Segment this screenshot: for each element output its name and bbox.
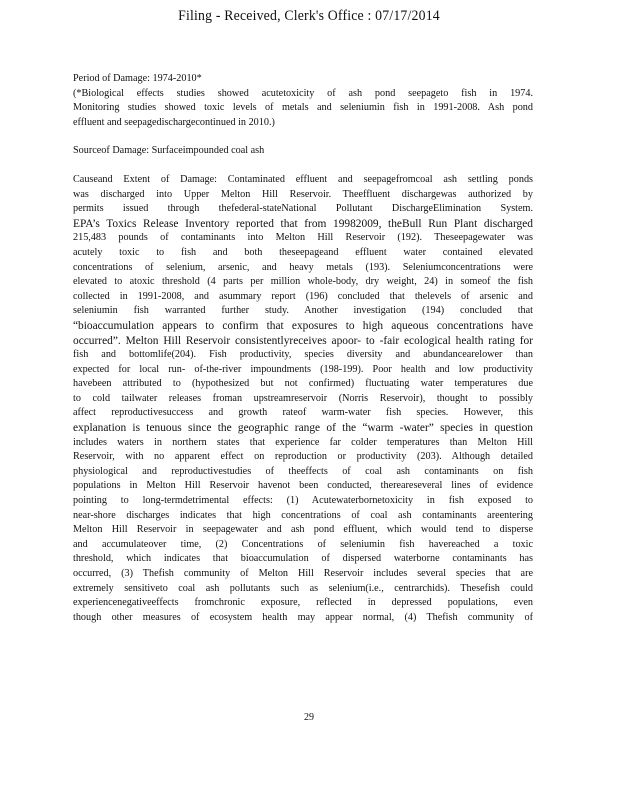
cause-line: 215,483 pounds of contaminants into Melton Hill Reservoir (192). Theseepagewater was — [73, 232, 533, 244]
cause-line: EPA’s Toxics Release Inventory reported that from 19982009, theBull Run Plant discharged — [73, 217, 533, 230]
cause-line: includes waters in northern states that experience far colder temperatures than Melton Hill — [73, 436, 533, 448]
cause-line: collected in 1991-2008, and asummary report (196) concluded that thelevels of arsenic and — [73, 290, 533, 302]
period-note-line: (*Biological effects studies showed acutetoxicity of ash pond seepageto fish in 1974. — [73, 87, 533, 99]
filing-header-text: Filing - Received, Clerk's Office : 07/17/2014 — [178, 8, 440, 24]
source-of-damage-section — [73, 144, 533, 159]
page-number — [0, 712, 618, 723]
source-of-damage-line: Sourceof Damage: Surfaceimpounded coal ash — [73, 145, 265, 157]
cause-line: concentrations of selenium, arsenic, and heavy metals (193). Seleniumconcentrations were — [73, 261, 533, 273]
cause-line: physiological and reproductivestudies of theeffects of coal ash contaminants on fish — [73, 465, 533, 477]
document-body — [73, 72, 533, 625]
cause-line: though other measures of ecosystem health may appear normal, (4) Thefish community of — [73, 611, 533, 623]
period-note-line: Monitoring studies showed toxic levels of metals and seleniumin fish in 1991-2008. Ash pond — [73, 102, 533, 114]
cause-line: seleniumin fish warranted further study. Another investigation (194) concluded that — [73, 305, 533, 317]
cause-line: extremely sensitiveto coal ash pollutants such as selenium(i.e., centrarchids). Thesefish could — [73, 582, 533, 594]
period-of-damage-section — [73, 72, 533, 130]
period-of-damage-line: Period of Damage: 1974-2010* — [73, 73, 202, 84]
cause-line: experiencenegativeeffects fromchronic exposure, reflected in depressed populations, even — [73, 597, 533, 609]
cause-line: fish and bottomlife(204). Fish productivity, species diversity and abundancearelower than — [73, 349, 533, 361]
cause-line: Melton Hill Reservoir in seepagewater and ash pond effluent, which would tend to disperse — [73, 524, 533, 536]
cause-line: was discharged into Upper Melton Hill Reservoir. Theeffluent dischargewas authorized by — [73, 188, 533, 200]
cause-line: populations in Melton Hill Reservoir havenot been conducted, thereareseveral lines of evidence — [73, 480, 533, 492]
cause-line: Causeand Extent of Damage: Contaminated effluent and seepagefromcoal ash settling ponds — [73, 173, 533, 185]
cause-line: acutely toxic to fish and both theseepageand effluent water contained elevated — [73, 246, 533, 258]
period-note-line: effluent and seepagedischargecontinued in 2010.) — [73, 116, 275, 128]
cause-line: occurred, (3) Thefish community of Melton Hill Reservoir includes several species that are — [73, 568, 533, 579]
cause-line: pointing to long-termdetrimental effects: (1) Acutewaterbornetoxicity in fish exposed to — [73, 495, 533, 507]
cause-line: expected for local run- of-the-river impoundments (198-199). Poor health and low productivity — [73, 363, 533, 375]
cause-and-extent-section — [73, 173, 533, 625]
cause-line: threshold, which indicates that bioaccumulation of dispersed waterborne contaminants has — [73, 553, 533, 565]
cause-line: permits issued through thefederal-stateNational Pollutant DischargeElimination System. — [73, 203, 533, 215]
cause-line: and accumulateover time, (2) Concentrations of seleniumin fish havereached a toxic — [73, 538, 533, 550]
cause-line: elevated to atoxic threshold (4 parts per million whole-body, dry weight, 24) in someof the fish — [73, 276, 533, 288]
cause-line: explanation is tenuous since the geographic range of the “warm -water” species in question — [73, 422, 533, 435]
cause-line: affect reproductivesuccess and growth rateof warm-water fish species. However, this — [73, 407, 533, 419]
cause-line: occurred”. Melton Hill Reservoir consistentlyreceives apoor- to -fair ecological health rating for — [73, 334, 533, 347]
filing-header — [25, 8, 594, 25]
cause-line: to cold tailwater releases froman upstreamreservoir (Norris Reservoir), thought to possibly — [73, 392, 533, 404]
cause-line: Reservoir, with no apparent effect on reproduction or productivity (203). Although detailed — [73, 451, 533, 463]
cause-line: “bioaccumulation appears to confirm that exposures to high aqueous concentrations have — [73, 319, 533, 332]
cause-line: havebeen attributed to (hypothesized but not confirmed) fluctuating water temperatures due — [73, 378, 533, 390]
cause-line: near-shore discharges indicates that high concentrations of coal ash contaminants areentering — [73, 509, 533, 521]
page-number-text: 29 — [304, 712, 314, 723]
